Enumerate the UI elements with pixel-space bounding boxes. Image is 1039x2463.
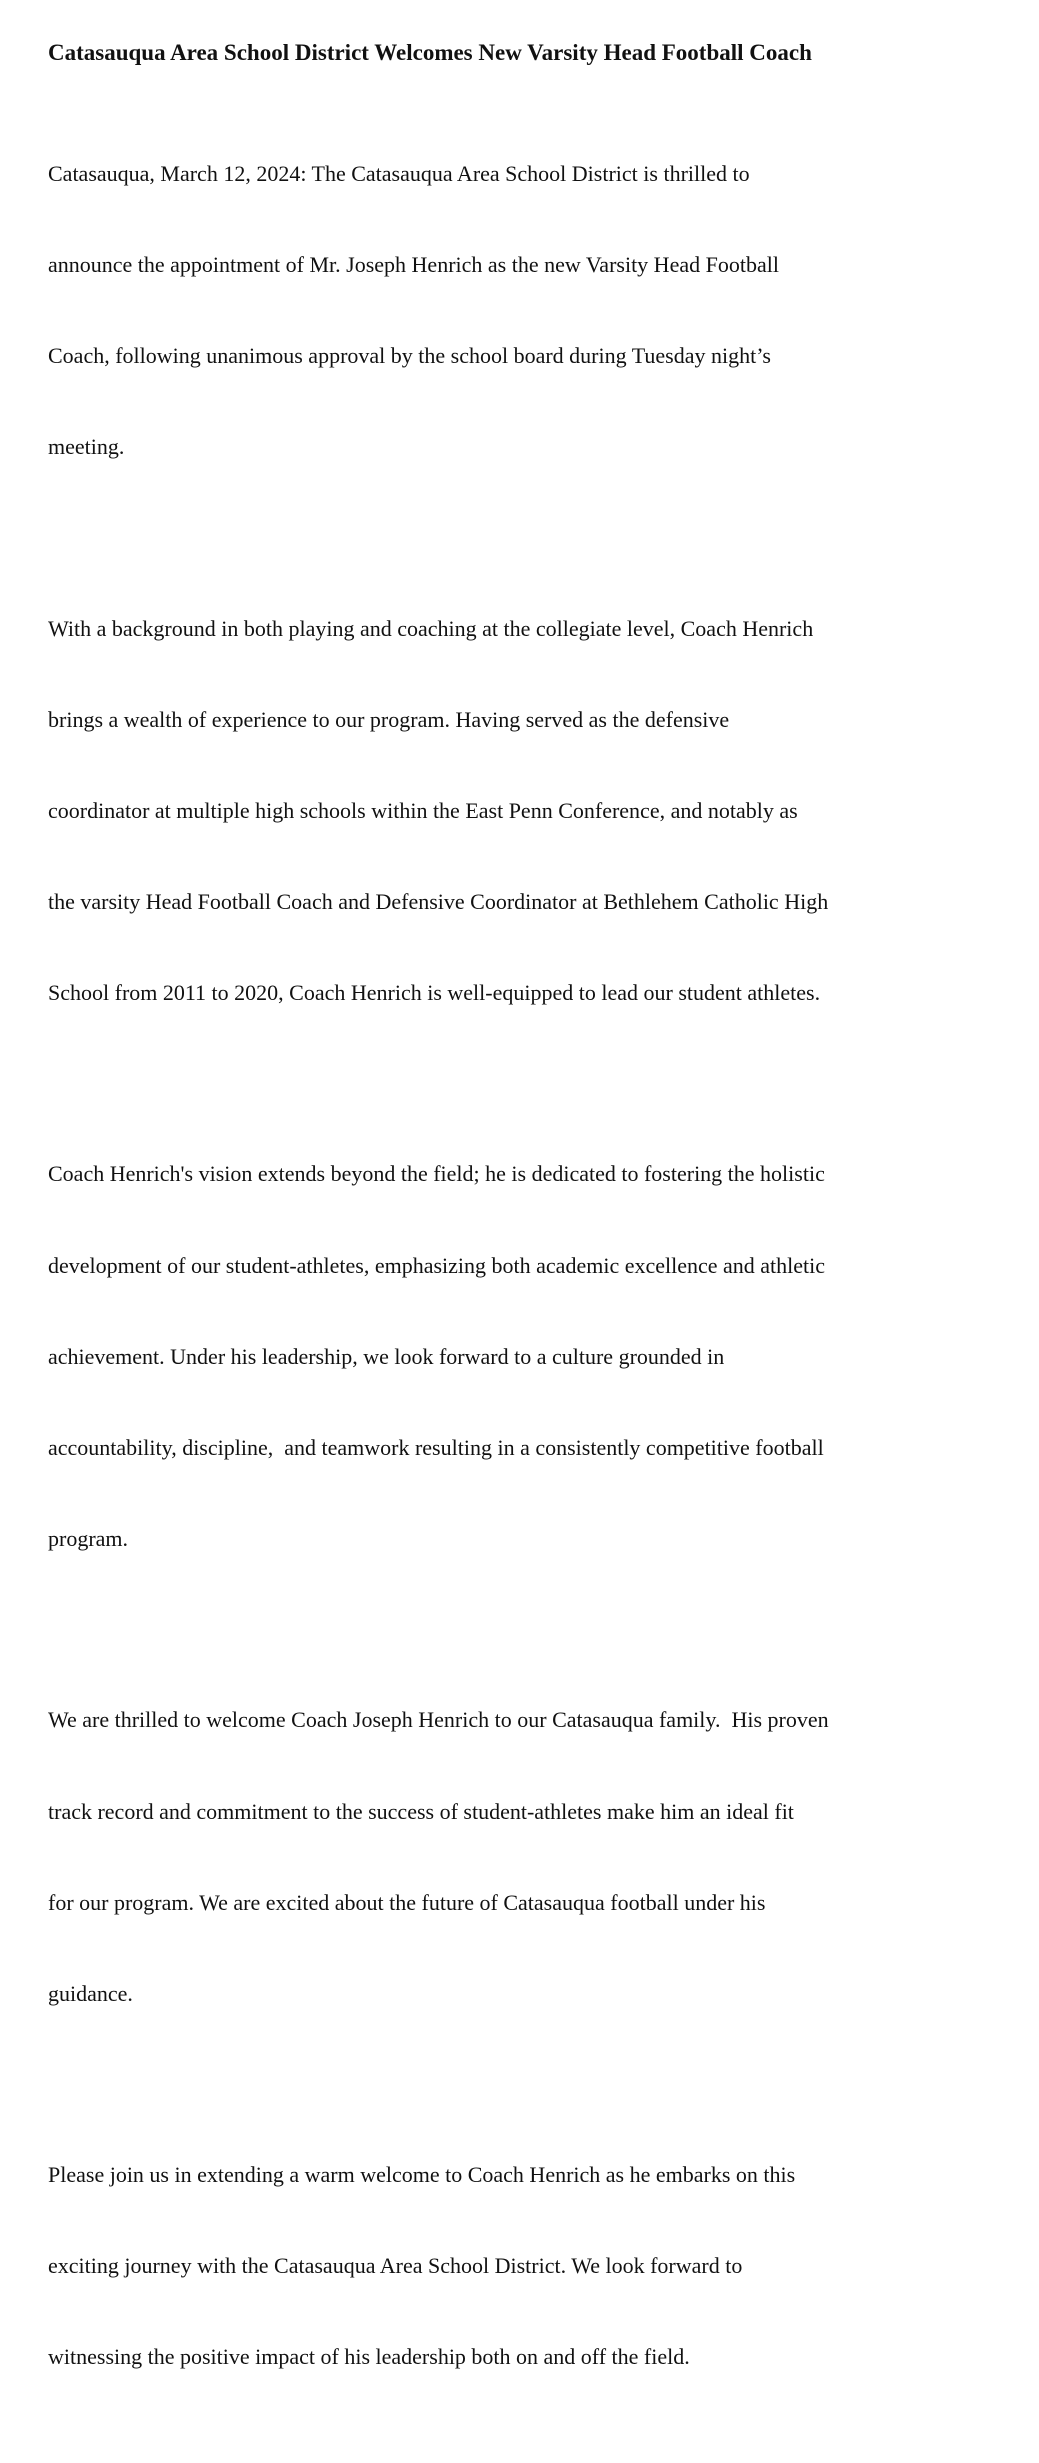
text-line: program. (48, 1526, 129, 1552)
text-line: witnessing the positive impact of his leadership both on and off the field. (48, 2344, 690, 2370)
document-title: Catasauqua Area School District Welcomes New Varsity Head Football Coach (48, 40, 812, 65)
text-line: meeting. (48, 434, 125, 460)
text-line: accountability, discipline, and teamwork resulting in a consistently competitive football (48, 1435, 824, 1461)
text-line: development of our student-athletes, emphasizing both academic excellence and athletic (48, 1252, 826, 1278)
text-line: achievement. Under his leadership, we look forward to a culture grounded in (48, 1343, 725, 1369)
text-line: coordinator at multiple high schools within the East Penn Conference, and notably as (48, 797, 798, 823)
text-line: With a background in both playing and coaching at the collegiate level, Coach Henrich (48, 615, 814, 641)
text-line: for our program. We are excited about the future of Catasauqua football under his (48, 1889, 766, 1915)
press-release-document (48, 36, 1028, 2463)
text-line: exciting journey with the Catasauqua Area School District. We look forward to (48, 2253, 743, 2279)
text-line: guidance. (48, 1980, 133, 2006)
text-line: We are thrilled to welcome Coach Joseph Henrich to our Catasauqua family. His proven (48, 1707, 829, 1733)
paragraph-background (48, 553, 1028, 1070)
paragraph-welcome (48, 1645, 1028, 2071)
text-line: Coach Henrich's vision extends beyond the field; he is dedicated to fostering the holistic (48, 1161, 825, 1187)
text-line: School from 2011 to 2020, Coach Henrich is well-equipped to lead our student athletes. (48, 980, 821, 1006)
text-line: Coach, following unanimous approval by the school board during Tuesday night’s (48, 343, 771, 369)
text-line: track record and commitment to the success of student-athletes make him an ideal fit (48, 1798, 794, 1824)
text-line: the varsity Head Football Coach and Defensive Coordinator at Bethlehem Catholic High (48, 889, 829, 915)
text-line: brings a wealth of experience to our program. Having served as the defensive (48, 706, 730, 732)
paragraph-closing (48, 2099, 1028, 2433)
text-line: Please join us in extending a warm welcome to Coach Henrich as he embarks on this (48, 2162, 796, 2187)
paragraph-vision (48, 1099, 1028, 1616)
paragraph-announcement (48, 98, 1028, 524)
text-line: announce the appointment of Mr. Joseph Henrich as the new Varsity Head Football (48, 252, 779, 278)
text-line: Catasauqua, March 12, 2024: The Catasauqua Area School District is thrilled to (48, 160, 750, 186)
